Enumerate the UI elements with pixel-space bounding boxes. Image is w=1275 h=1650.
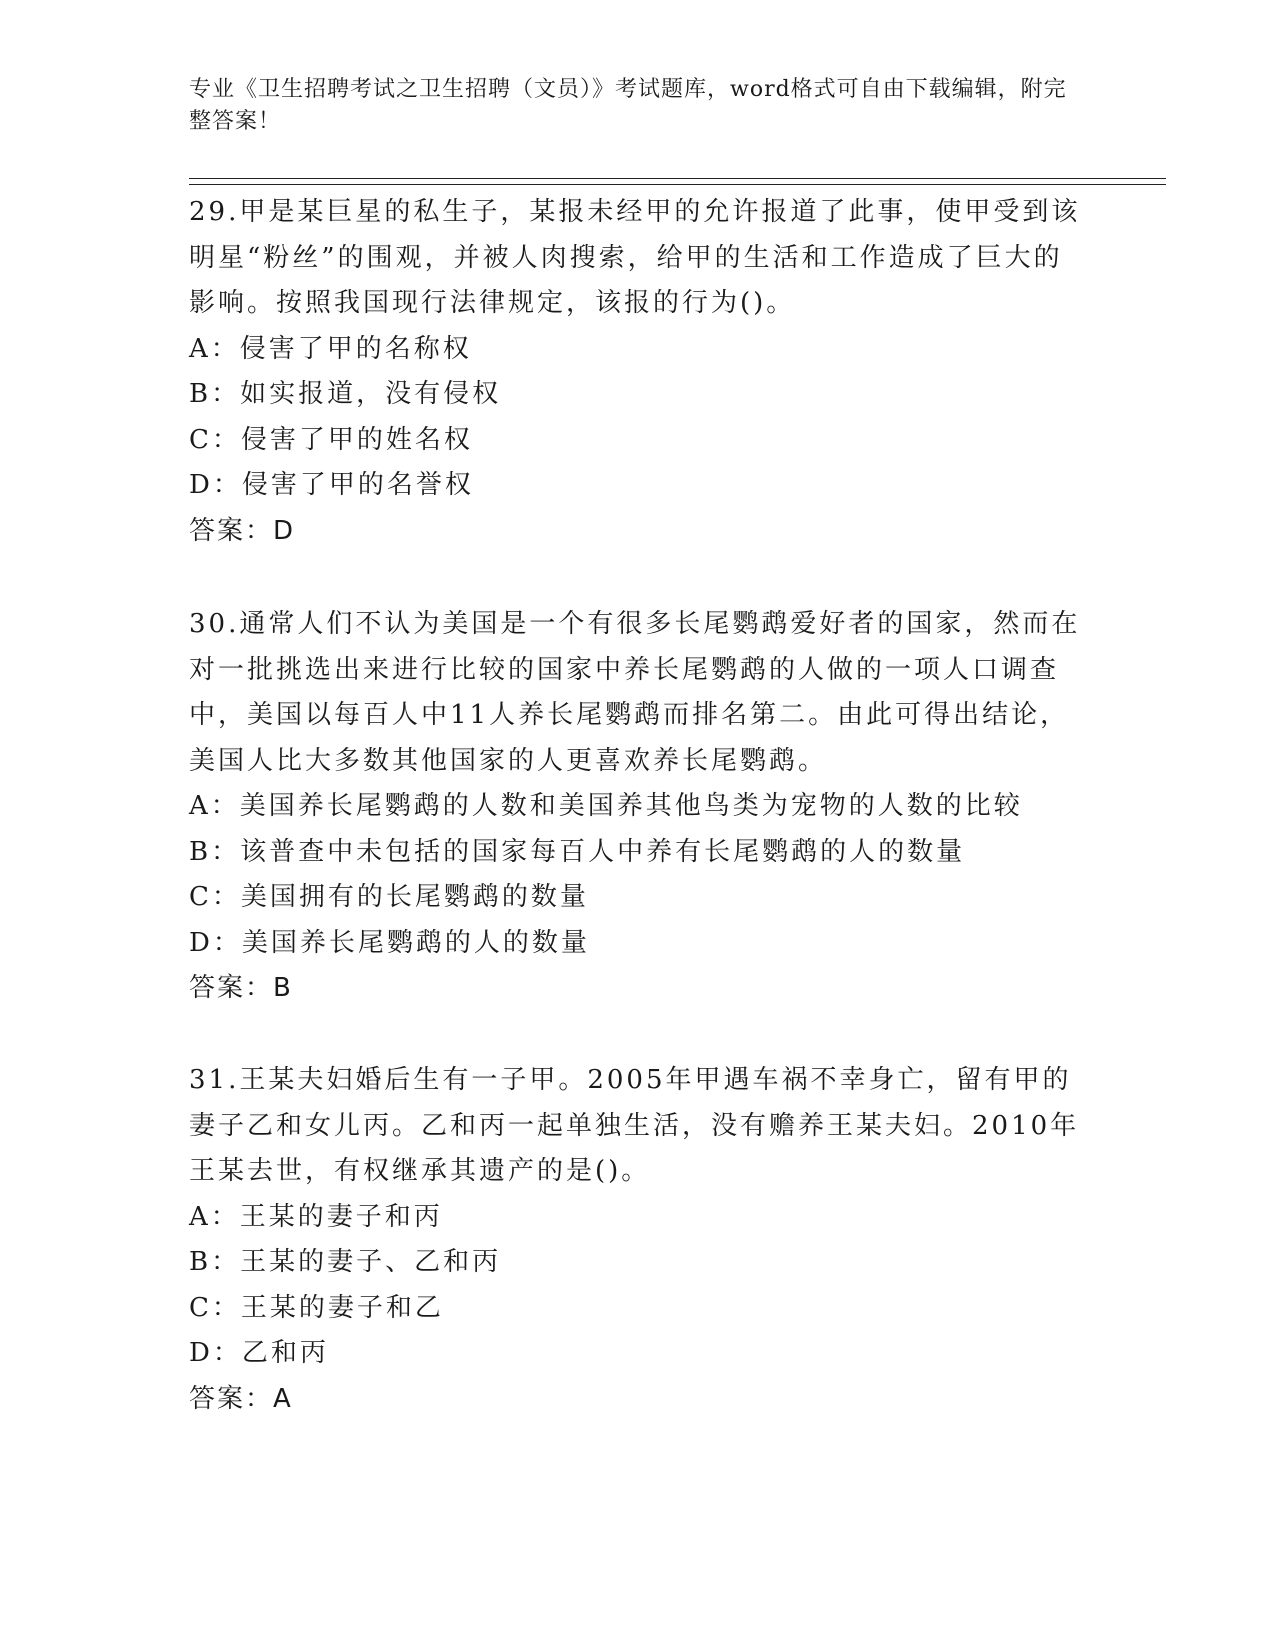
question-text: 31.王某夫妇婚后生有一子甲。2005年甲遇车祸不幸身亡，留有甲的妻子乙和女儿丙。乙和丙一起单独生活，没有赡养王某夫妇。2010年王某去世，有权继承其遗产的是()。 xyxy=(189,1065,1080,1186)
option-c: C：侵害了甲的姓名权 xyxy=(189,424,473,455)
option-a: A：王某的妻子和丙 xyxy=(189,1201,443,1232)
answer-label: 答案：D xyxy=(189,515,296,546)
option-d: D：侵害了甲的名誉权 xyxy=(189,470,474,500)
question-30 xyxy=(189,602,1089,1012)
question-text: 30.通常人们不认为美国是一个有很多长尾鹦鹉爱好者的国家，然而在对一批挑选出来进行比较的国家中养长尾鹦鹉的人做的一项人口调查中，美国以每百人中11人养长尾鹦鹉而排名第二。由此可得出结论，美国人比大多数其他国家的人更喜欢养长尾鹦鹉。 xyxy=(189,609,1081,776)
option-c: C：王某的妻子和乙 xyxy=(189,1292,444,1323)
answer-label: 答案：A xyxy=(189,1383,293,1414)
option-b: B：如实报道，没有侵权 xyxy=(189,379,502,409)
question-31 xyxy=(189,1058,1089,1422)
option-d: D：美国养长尾鹦鹉的人的数量 xyxy=(189,927,590,958)
option-a: A：美国养长尾鹦鹉的人数和美国养其他鸟类为宠物的人数的比较 xyxy=(189,791,1023,821)
answer-label: 答案：B xyxy=(189,973,293,1003)
option-c: C：美国拥有的长尾鹦鹉的数量 xyxy=(189,882,589,912)
question-text: 29.甲是某巨星的私生子，某报未经甲的允许报道了此事，使甲受到该明星“粉丝”的围观，并被人肉搜索，给甲的生活和工作造成了巨大的影响。按照我国现行法律规定，该报的行为()。 xyxy=(189,197,1081,318)
question-29 xyxy=(189,190,1089,554)
option-a: A：侵害了甲的名称权 xyxy=(189,333,472,364)
header-divider-bottom xyxy=(189,184,1166,185)
header-divider-top xyxy=(189,178,1166,179)
option-b: B：王某的妻子、乙和丙 xyxy=(189,1247,502,1277)
option-d: D：乙和丙 xyxy=(189,1338,329,1368)
option-b: B：该普查中未包括的国家每百人中养有长尾鹦鹉的人的数量 xyxy=(189,836,966,867)
document-header: 专业《卫生招聘考试之卫生招聘（文员）》考试题库，word格式可自由下载编辑，附完整答案！ xyxy=(189,77,1067,134)
